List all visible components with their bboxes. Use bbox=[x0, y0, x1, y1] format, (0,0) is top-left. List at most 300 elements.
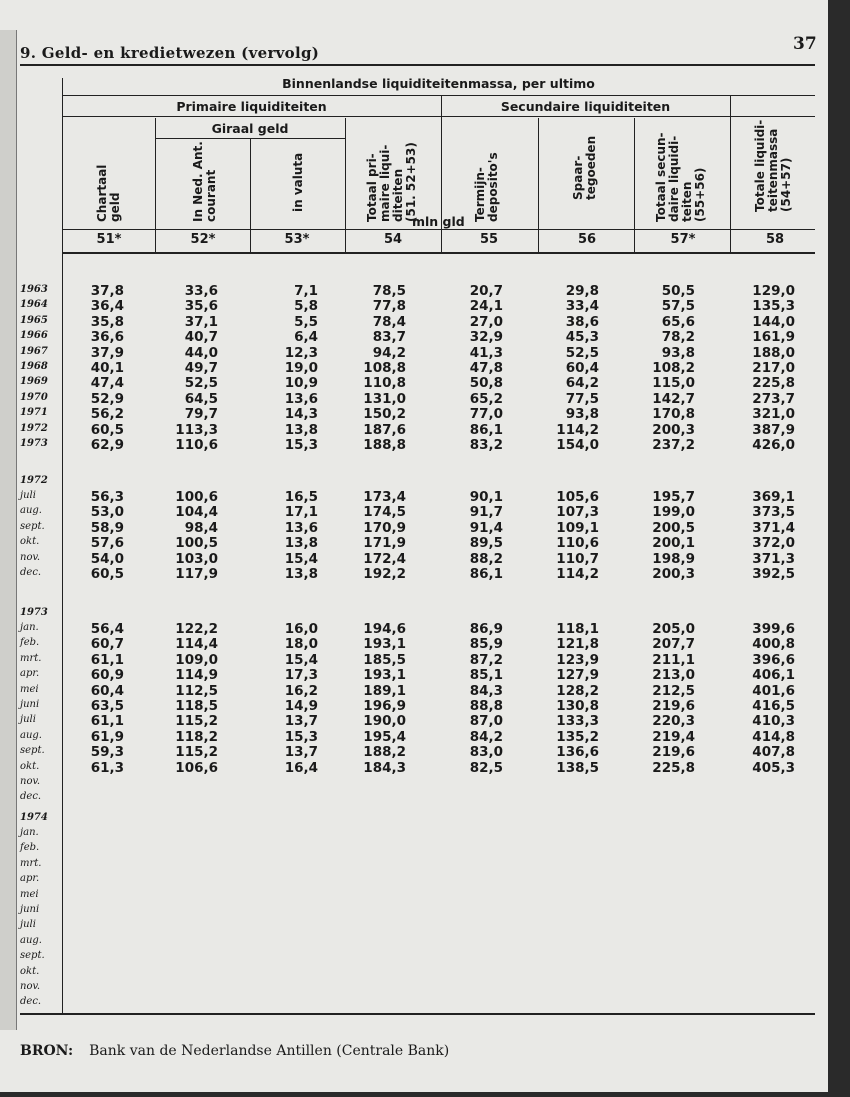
table-cell: 184,3 bbox=[363, 759, 406, 776]
table-cell: 65,6 bbox=[661, 313, 695, 330]
table-cell: 19,0 bbox=[284, 360, 318, 376]
table-cell: 84,2 bbox=[469, 728, 503, 745]
table-cell: 387,9 bbox=[752, 421, 795, 438]
table-cell: 130,8 bbox=[556, 698, 599, 714]
row-stub: apr. bbox=[20, 668, 40, 680]
table-row bbox=[0, 744, 828, 760]
table-cell: 15,3 bbox=[284, 437, 318, 453]
row-stub: aug. bbox=[20, 934, 42, 946]
table-cell: 133,3 bbox=[556, 713, 599, 730]
table-cell: 64,5 bbox=[184, 390, 218, 407]
table-cell: 373,5 bbox=[752, 504, 795, 521]
table-cell: 10,9 bbox=[284, 375, 318, 392]
table-cell: 13,8 bbox=[284, 421, 318, 438]
table-cell: 129,0 bbox=[752, 283, 795, 299]
table-cell: 205,0 bbox=[652, 621, 695, 637]
table-cell: 17,3 bbox=[284, 667, 318, 684]
table-cell: 7,1 bbox=[294, 283, 318, 299]
table-cell: 60,4 bbox=[565, 360, 599, 376]
row-stub: sept. bbox=[20, 950, 45, 962]
table-cell: 83,0 bbox=[469, 744, 503, 761]
table-row bbox=[0, 345, 828, 361]
table-cell: 135,3 bbox=[752, 298, 795, 315]
top-rule bbox=[20, 64, 815, 66]
table-cell: 407,8 bbox=[752, 744, 795, 761]
col-num-54: 54 bbox=[383, 232, 403, 247]
table-cell: 78,4 bbox=[372, 313, 406, 330]
super-header: Binnenlandse liquiditeitenmassa, per ultimo bbox=[282, 76, 595, 91]
table-cell: 29,8 bbox=[565, 283, 599, 299]
table-cell: 41,3 bbox=[469, 344, 503, 361]
table-cell: 426,0 bbox=[752, 437, 795, 453]
row-stub: 1968 bbox=[20, 361, 48, 372]
row-stub: juni bbox=[20, 904, 40, 915]
row-stub: mei bbox=[20, 888, 39, 900]
table-cell: 27,0 bbox=[469, 313, 503, 330]
table-cell: 86,9 bbox=[469, 621, 503, 637]
row-stub: aug. bbox=[20, 729, 42, 741]
table-cell: 100,5 bbox=[175, 535, 218, 552]
table-cell: 396,6 bbox=[752, 651, 795, 668]
table-cell: 60,5 bbox=[90, 421, 124, 438]
table-cell: 401,6 bbox=[752, 682, 795, 699]
table-cell: 52,5 bbox=[184, 375, 218, 392]
table-cell: 33,6 bbox=[184, 283, 218, 299]
row-stub: okt. bbox=[20, 965, 40, 977]
row-stub: 1973 bbox=[20, 438, 48, 449]
table-row bbox=[0, 437, 828, 453]
row-stub: 1966 bbox=[20, 330, 48, 342]
table-cell: 406,1 bbox=[752, 667, 795, 684]
row-stub: 1972 bbox=[20, 475, 48, 486]
table-cell: 195,7 bbox=[652, 489, 695, 505]
table-cell: 6,4 bbox=[294, 329, 318, 346]
table-cell: 60,7 bbox=[90, 636, 124, 653]
colnum-top-rule bbox=[62, 229, 815, 230]
table-cell: 219,6 bbox=[652, 744, 695, 761]
table-cell: 114,2 bbox=[556, 566, 599, 582]
table-cell: 45,3 bbox=[565, 329, 599, 346]
table-cell: 91,7 bbox=[469, 504, 503, 521]
row-stub: sept. bbox=[20, 520, 45, 532]
table-row bbox=[0, 652, 828, 668]
row-stub: okt. bbox=[20, 536, 40, 548]
table-cell: 117,9 bbox=[175, 566, 218, 582]
table-cell: 44,0 bbox=[184, 344, 218, 361]
table-cell: 17,1 bbox=[284, 504, 318, 521]
table-cell: 136,6 bbox=[556, 744, 599, 761]
row-stub: nov. bbox=[20, 551, 41, 563]
col-header-52: In Ned. Ant. courant bbox=[191, 141, 218, 222]
table-cell: 110,8 bbox=[363, 375, 406, 392]
table-cell: 109,0 bbox=[175, 651, 218, 668]
table-cell: 52,9 bbox=[90, 390, 124, 407]
table-cell: 171,9 bbox=[363, 535, 406, 552]
col-num-52: 52* bbox=[190, 232, 216, 247]
group-header-secondary: Secundaire liquiditeiten bbox=[500, 99, 671, 114]
table-cell: 188,2 bbox=[363, 744, 406, 761]
table-cell: 198,9 bbox=[652, 550, 695, 567]
table-row bbox=[0, 504, 828, 520]
table-cell: 24,1 bbox=[469, 298, 503, 315]
table-cell: 13,8 bbox=[284, 566, 318, 582]
col-num-58: 58 bbox=[765, 232, 785, 247]
table-cell: 78,2 bbox=[661, 329, 695, 346]
table-cell: 91,4 bbox=[469, 519, 503, 536]
table-cell: 61,1 bbox=[90, 651, 124, 668]
table-cell: 144,0 bbox=[752, 313, 795, 330]
table-cell: 392,5 bbox=[752, 566, 795, 582]
table-row bbox=[0, 406, 828, 422]
table-cell: 123,9 bbox=[556, 651, 599, 668]
table-row bbox=[0, 391, 828, 407]
table-row bbox=[0, 283, 828, 299]
table-cell: 405,3 bbox=[752, 759, 795, 776]
row-stub: jan. bbox=[20, 827, 39, 838]
table-cell: 122,2 bbox=[175, 621, 218, 637]
row-stub: juli bbox=[20, 919, 36, 931]
table-cell: 36,6 bbox=[90, 329, 124, 346]
col-num-51: 51* bbox=[96, 232, 122, 247]
table-cell: 194,6 bbox=[363, 621, 406, 637]
table-cell: 131,0 bbox=[363, 390, 406, 407]
table-cell: 106,6 bbox=[175, 759, 218, 776]
table-cell: 56,3 bbox=[90, 489, 124, 505]
table-cell: 220,3 bbox=[652, 713, 695, 730]
table-cell: 15,4 bbox=[284, 550, 318, 567]
table-cell: 13,7 bbox=[284, 744, 318, 761]
row-stub: 1970 bbox=[20, 391, 48, 403]
row-stub: apr. bbox=[20, 873, 40, 885]
vrule-3 bbox=[345, 118, 346, 252]
table-row bbox=[0, 698, 828, 714]
col-header-51: Chartaal geld bbox=[95, 164, 122, 222]
table-row bbox=[0, 298, 828, 314]
table-row bbox=[0, 375, 828, 391]
table-cell: 105,6 bbox=[556, 489, 599, 505]
super-header-rule bbox=[62, 95, 815, 96]
col-num-53: 53* bbox=[284, 232, 310, 247]
table-cell: 219,6 bbox=[652, 698, 695, 714]
table-cell: 195,4 bbox=[363, 728, 406, 745]
table-cell: 16,4 bbox=[284, 759, 318, 776]
row-stub: jan. bbox=[20, 622, 39, 633]
table-cell: 414,8 bbox=[752, 728, 795, 745]
table-cell: 369,1 bbox=[752, 489, 795, 505]
table-cell: 118,1 bbox=[556, 621, 599, 637]
table-cell: 14,3 bbox=[284, 406, 318, 423]
table-cell: 170,9 bbox=[363, 519, 406, 536]
row-stub: 1963 bbox=[20, 284, 48, 295]
table-cell: 113,3 bbox=[175, 421, 218, 438]
table-cell: 83,7 bbox=[372, 329, 406, 346]
table-cell: 49,7 bbox=[184, 360, 218, 376]
table-cell: 35,6 bbox=[184, 298, 218, 315]
table-cell: 78,5 bbox=[372, 283, 406, 299]
table-cell: 115,0 bbox=[652, 375, 695, 392]
table-cell: 16,0 bbox=[284, 621, 318, 637]
table-cell: 13,6 bbox=[284, 519, 318, 536]
table-cell: 57,6 bbox=[90, 535, 124, 552]
table-row bbox=[0, 520, 828, 536]
row-stub: okt. bbox=[20, 760, 40, 772]
table-cell: 400,8 bbox=[752, 636, 795, 653]
row-stub: 1971 bbox=[20, 407, 48, 419]
table-cell: 213,0 bbox=[652, 667, 695, 684]
table-cell: 109,1 bbox=[556, 519, 599, 536]
row-stub: mrt. bbox=[20, 857, 42, 869]
bottom-rule bbox=[20, 1013, 815, 1015]
table-cell: 14,9 bbox=[284, 698, 318, 714]
row-stub: feb. bbox=[20, 842, 40, 854]
table-cell: 85,1 bbox=[469, 667, 503, 684]
table-cell: 161,9 bbox=[752, 329, 795, 346]
table-cell: 225,8 bbox=[652, 759, 695, 776]
table-cell: 150,2 bbox=[363, 406, 406, 423]
vrule-7 bbox=[730, 96, 731, 252]
table-cell: 5,5 bbox=[294, 313, 318, 330]
table-cell: 200,1 bbox=[652, 535, 695, 552]
col-header-57: Totaal secun- daire liquidi- teiten (55+56) bbox=[654, 132, 707, 222]
table-cell: 103,0 bbox=[175, 550, 218, 567]
table-cell: 142,7 bbox=[652, 390, 695, 407]
table-cell: 154,0 bbox=[556, 437, 599, 453]
table-cell: 33,4 bbox=[565, 298, 599, 315]
table-cell: 135,2 bbox=[556, 728, 599, 745]
row-stub: 1973 bbox=[20, 607, 48, 618]
table-cell: 86,1 bbox=[469, 566, 503, 582]
row-stub: 1964 bbox=[20, 299, 48, 311]
row-stub: sept. bbox=[20, 745, 45, 757]
row-stub: nov. bbox=[20, 981, 41, 992]
table-row bbox=[0, 535, 828, 551]
table-cell: 118,2 bbox=[175, 728, 218, 745]
page-title: 9. Geld- en kredietwezen (vervolg) bbox=[20, 44, 320, 62]
table-cell: 172,4 bbox=[363, 550, 406, 567]
table-cell: 57,5 bbox=[661, 298, 695, 315]
table-cell: 56,4 bbox=[90, 621, 124, 637]
table-cell: 77,5 bbox=[565, 390, 599, 407]
table-cell: 86,1 bbox=[469, 421, 503, 438]
table-cell: 20,7 bbox=[469, 283, 503, 299]
table-cell: 64,2 bbox=[565, 375, 599, 392]
table-cell: 193,1 bbox=[363, 667, 406, 684]
row-stub: juli bbox=[20, 714, 36, 726]
table-cell: 189,1 bbox=[363, 682, 406, 699]
table-cell: 58,9 bbox=[90, 519, 124, 536]
table-cell: 212,5 bbox=[652, 682, 695, 699]
table-cell: 13,6 bbox=[284, 390, 318, 407]
table-row bbox=[0, 422, 828, 438]
table-cell: 15,3 bbox=[284, 728, 318, 745]
table-cell: 107,3 bbox=[556, 504, 599, 521]
table-cell: 115,2 bbox=[175, 713, 218, 730]
table-cell: 217,0 bbox=[752, 360, 795, 376]
table-cell: 237,2 bbox=[652, 437, 695, 453]
table-cell: 192,2 bbox=[363, 566, 406, 582]
table-cell: 173,4 bbox=[363, 489, 406, 505]
table-cell: 15,4 bbox=[284, 651, 318, 668]
table-cell: 16,5 bbox=[284, 489, 318, 505]
table-cell: 35,8 bbox=[90, 313, 124, 330]
table-cell: 190,0 bbox=[363, 713, 406, 730]
table-cell: 87,2 bbox=[469, 651, 503, 668]
table-cell: 219,4 bbox=[652, 728, 695, 745]
row-stub: feb. bbox=[20, 637, 40, 649]
table-cell: 371,4 bbox=[752, 519, 795, 536]
table-row bbox=[0, 729, 828, 745]
col-header-58: Totale liquidi- teitenmassa (54+57) bbox=[753, 119, 793, 212]
row-stub: dec. bbox=[20, 791, 42, 803]
table-cell: 100,6 bbox=[175, 489, 218, 505]
table-cell: 110,6 bbox=[556, 535, 599, 552]
table-row bbox=[0, 760, 828, 776]
table-row bbox=[0, 329, 828, 345]
table-cell: 114,9 bbox=[175, 667, 218, 684]
table-row bbox=[0, 667, 828, 683]
row-stub: 1969 bbox=[20, 376, 48, 388]
table-cell: 196,9 bbox=[363, 698, 406, 714]
table-cell: 188,0 bbox=[752, 344, 795, 361]
row-stub: juni bbox=[20, 699, 40, 710]
table-row bbox=[0, 713, 828, 729]
col-header-54: Totaal pri- maire liqui- diteiten (51. 52+53) bbox=[365, 142, 418, 222]
table-cell: 98,4 bbox=[184, 519, 218, 536]
table-cell: 18,0 bbox=[284, 636, 318, 653]
table-row bbox=[0, 621, 828, 637]
table-cell: 108,2 bbox=[652, 360, 695, 376]
row-stub: 1967 bbox=[20, 345, 48, 357]
table-cell: 84,3 bbox=[469, 682, 503, 699]
table-cell: 50,8 bbox=[469, 375, 503, 392]
table-cell: 110,7 bbox=[556, 550, 599, 567]
table-cell: 211,1 bbox=[652, 651, 695, 668]
table-cell: 88,8 bbox=[469, 698, 503, 714]
table-cell: 321,0 bbox=[752, 406, 795, 423]
table-cell: 128,2 bbox=[556, 682, 599, 699]
table-cell: 416,5 bbox=[752, 698, 795, 714]
table-cell: 185,5 bbox=[363, 651, 406, 668]
table-cell: 32,9 bbox=[469, 329, 503, 346]
table-cell: 36,4 bbox=[90, 298, 124, 315]
row-stub: dec. bbox=[20, 996, 42, 1008]
table-cell: 79,7 bbox=[184, 406, 218, 423]
table-row bbox=[0, 551, 828, 567]
table-cell: 12,3 bbox=[284, 344, 318, 361]
table-cell: 5,8 bbox=[294, 298, 318, 315]
table-cell: 61,1 bbox=[90, 713, 124, 730]
table-cell: 40,1 bbox=[90, 360, 124, 376]
table-cell: 94,2 bbox=[372, 344, 406, 361]
table-cell: 104,4 bbox=[175, 504, 218, 521]
table-cell: 52,5 bbox=[565, 344, 599, 361]
table-cell: 77,0 bbox=[469, 406, 503, 423]
table-cell: 61,3 bbox=[90, 759, 124, 776]
col-header-55: Termijn- deposito's bbox=[473, 152, 500, 222]
row-stub: 1965 bbox=[20, 314, 48, 326]
table-cell: 38,6 bbox=[565, 313, 599, 330]
group-header-rule bbox=[62, 116, 815, 117]
table-cell: 60,9 bbox=[90, 667, 124, 684]
table-cell: 37,1 bbox=[184, 313, 218, 330]
table-row bbox=[0, 360, 828, 376]
col-num-56: 56 bbox=[577, 232, 597, 247]
unit-label: mln gld bbox=[412, 214, 465, 229]
table-cell: 93,8 bbox=[661, 344, 695, 361]
table-cell: 114,4 bbox=[175, 636, 218, 653]
table-cell: 114,2 bbox=[556, 421, 599, 438]
table-cell: 108,8 bbox=[363, 360, 406, 376]
table-row bbox=[0, 566, 828, 582]
table-cell: 193,1 bbox=[363, 636, 406, 653]
table-cell: 200,3 bbox=[652, 566, 695, 582]
table-row bbox=[0, 636, 828, 652]
table-cell: 89,5 bbox=[469, 535, 503, 552]
table-cell: 372,0 bbox=[752, 535, 795, 552]
table-cell: 200,5 bbox=[652, 519, 695, 536]
table-cell: 399,6 bbox=[752, 621, 795, 637]
vrule-1 bbox=[155, 118, 156, 252]
table-cell: 273,7 bbox=[752, 390, 795, 407]
row-stub: nov. bbox=[20, 776, 41, 787]
source-note bbox=[20, 1043, 449, 1059]
table-cell: 110,6 bbox=[175, 437, 218, 453]
col-num-57: 57* bbox=[670, 232, 696, 247]
row-stub: mrt. bbox=[20, 652, 42, 664]
vrule-2 bbox=[250, 138, 251, 252]
table-cell: 138,5 bbox=[556, 759, 599, 776]
table-cell: 199,0 bbox=[652, 504, 695, 521]
col-num-55: 55 bbox=[479, 232, 499, 247]
table-cell: 16,2 bbox=[284, 682, 318, 699]
table-cell: 61,9 bbox=[90, 728, 124, 745]
table-cell: 200,3 bbox=[652, 421, 695, 438]
row-stub: dec. bbox=[20, 567, 42, 578]
col-header-56: Spaar- tegoeden bbox=[571, 135, 598, 200]
table-cell: 56,2 bbox=[90, 406, 124, 423]
table-cell: 40,7 bbox=[184, 329, 218, 346]
table-cell: 188,8 bbox=[363, 437, 406, 453]
table-cell: 62,9 bbox=[90, 437, 124, 453]
table-cell: 47,8 bbox=[469, 360, 503, 376]
table-row bbox=[0, 314, 828, 330]
table-cell: 53,0 bbox=[90, 504, 124, 521]
table-cell: 60,5 bbox=[90, 566, 124, 582]
table-cell: 37,8 bbox=[90, 283, 124, 299]
table-cell: 112,5 bbox=[175, 682, 218, 699]
vrule-5 bbox=[538, 118, 539, 252]
table-cell: 87,0 bbox=[469, 713, 503, 730]
source-label: BRON: bbox=[20, 1043, 74, 1059]
row-stub: 1974 bbox=[20, 812, 48, 823]
table-cell: 54,0 bbox=[90, 550, 124, 567]
row-stub: juli bbox=[20, 490, 36, 501]
table-cell: 371,3 bbox=[752, 550, 795, 567]
table-cell: 60,4 bbox=[90, 682, 124, 699]
table-row bbox=[0, 683, 828, 699]
table-cell: 13,8 bbox=[284, 535, 318, 552]
subgroup-header-giraal: Giraal geld bbox=[211, 121, 289, 136]
table-cell: 77,8 bbox=[372, 298, 406, 315]
table-cell: 85,9 bbox=[469, 636, 503, 653]
table-cell: 410,3 bbox=[752, 713, 795, 730]
page-number: 37 bbox=[793, 34, 817, 54]
row-stub: aug. bbox=[20, 505, 42, 517]
col-header-53: in valuta bbox=[291, 152, 305, 212]
table-cell: 82,5 bbox=[469, 759, 503, 776]
table-cell: 59,3 bbox=[90, 744, 124, 761]
table-cell: 65,2 bbox=[469, 390, 503, 407]
